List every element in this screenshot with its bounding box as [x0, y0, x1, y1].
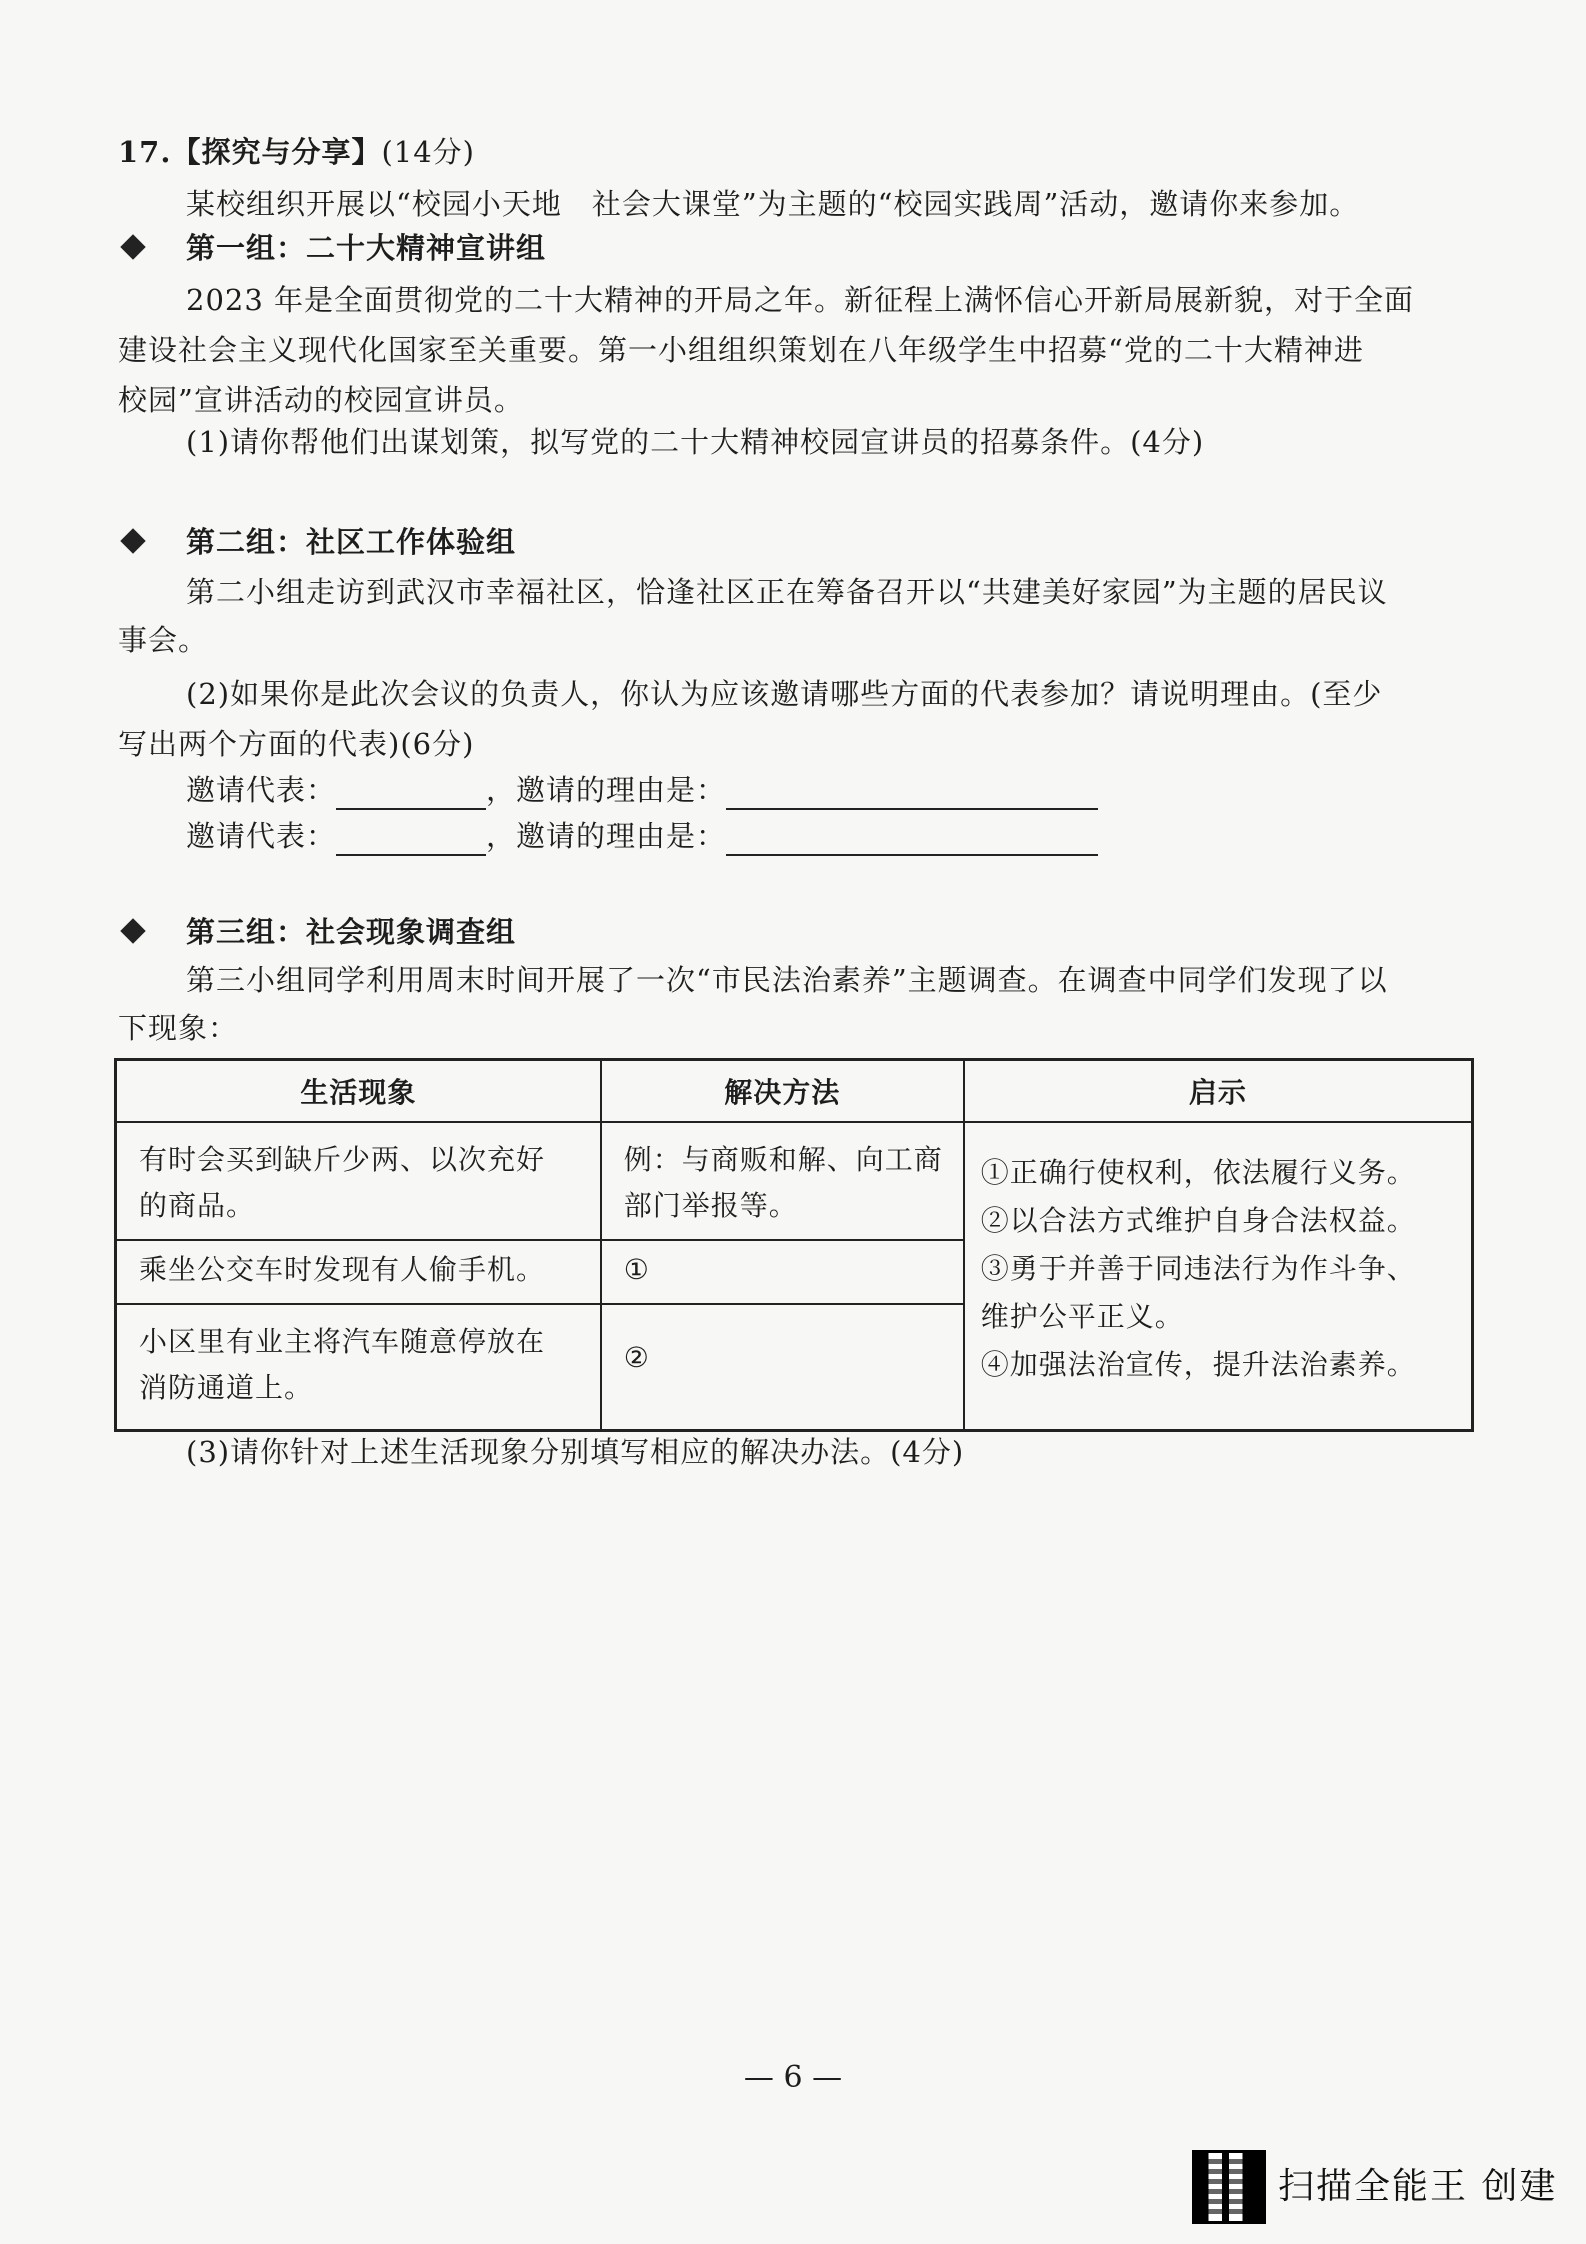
group2-heading: 第二组：社区工作体验组	[186, 525, 517, 559]
phenomenon-cell: 小区里有业主将汽车随意停放在 消防通道上。	[116, 1304, 601, 1430]
solution-cell: 例：与商贩和解、向工商 部门举报等。	[601, 1122, 964, 1240]
question-title: 17.【探究与分享】(14分)	[118, 135, 475, 169]
solution-cell[interactable]: ②	[601, 1304, 964, 1430]
group1-subquestion: (1)请你帮他们出谋划策，拟写党的二十大精神校园宣讲员的招募条件。(4分)	[186, 425, 1205, 459]
qr-code-pattern	[1200, 2158, 1256, 2214]
phenomenon-cell: 有时会买到缺斤少两、以次充好 的商品。	[116, 1122, 601, 1240]
tips-cell: ①正确行使权利，依法履行义务。 ②以合法方式维护自身合法权益。 ③勇于并善于同违法行为作斗争、 维护公平正义。 ④加强法治宣传，提升法治素养。	[964, 1122, 1473, 1430]
rep-label: 邀请代表：	[186, 819, 337, 853]
rep-label: 邀请代表：	[186, 773, 337, 807]
reason-label: ，邀请的理由是：	[486, 773, 727, 807]
group1-para-line: 建设社会主义现代化国家至关重要。第一小组组织策划在八年级学生中招募“党的二十大精神进	[118, 333, 1364, 367]
table-header: 启示	[964, 1060, 1473, 1123]
group1-heading: 第一组：二十大精神宣讲组	[186, 231, 547, 265]
diamond-bullet-icon	[120, 234, 145, 259]
group3-subquestion: (3)请你针对上述生活现象分别填写相应的解决办法。(4分)	[186, 1435, 965, 1469]
table-header-row	[116, 1060, 1473, 1123]
group3-para-line: 下现象：	[118, 1011, 239, 1045]
table-header: 解决方法	[601, 1060, 964, 1123]
diamond-bullet-icon	[120, 528, 145, 553]
rep-blank[interactable]	[336, 824, 486, 856]
group2-para-line: 第二小组走访到武汉市幸福社区，恰逢社区正在筹备召开以“共建美好家园”为主题的居民议	[186, 575, 1388, 609]
group3-heading: 第三组：社会现象调查组	[186, 915, 517, 949]
fill-row	[186, 816, 1098, 856]
group3-para-line: 第三小组同学利用周末时间开展了一次“市民法治素养”主题调查。在调查中同学们发现了以	[186, 963, 1388, 997]
fill-row	[186, 770, 1098, 810]
page-number: — 6 —	[743, 2060, 843, 2095]
reason-label: ，邀请的理由是：	[486, 819, 727, 853]
solution-cell[interactable]: ①	[601, 1240, 964, 1304]
group2-subquestion-line: 写出两个方面的代表)(6分)	[118, 727, 475, 761]
group1-para-line: 2023 年是全面贯彻党的二十大精神的开局之年。新征程上满怀信心开新局展新貌，对于全面	[186, 283, 1415, 317]
reason-blank[interactable]	[726, 824, 1098, 856]
group1-para-line: 校园”宣讲活动的校园宣讲员。	[118, 383, 524, 417]
reason-blank[interactable]	[726, 778, 1098, 810]
question-intro: 某校组织开展以“校园小天地 社会大课堂”为主题的“校园实践周”活动，邀请你来参加。	[186, 187, 1360, 221]
diamond-bullet-icon	[120, 918, 145, 943]
group2-subquestion-line: (2)如果你是此次会议的负责人，你认为应该邀请哪些方面的代表参加？请说明理由。(至少	[186, 677, 1383, 711]
table-header: 生活现象	[116, 1060, 601, 1123]
table-row	[116, 1122, 1473, 1240]
rep-blank[interactable]	[336, 778, 486, 810]
phenomenon-cell: 乘坐公交车时发现有人偷手机。	[116, 1240, 601, 1304]
group2-para-line: 事会。	[118, 623, 209, 657]
scanner-watermark: 扫描全能王 创建	[1278, 2166, 1558, 2207]
survey-table	[114, 1058, 1474, 1432]
